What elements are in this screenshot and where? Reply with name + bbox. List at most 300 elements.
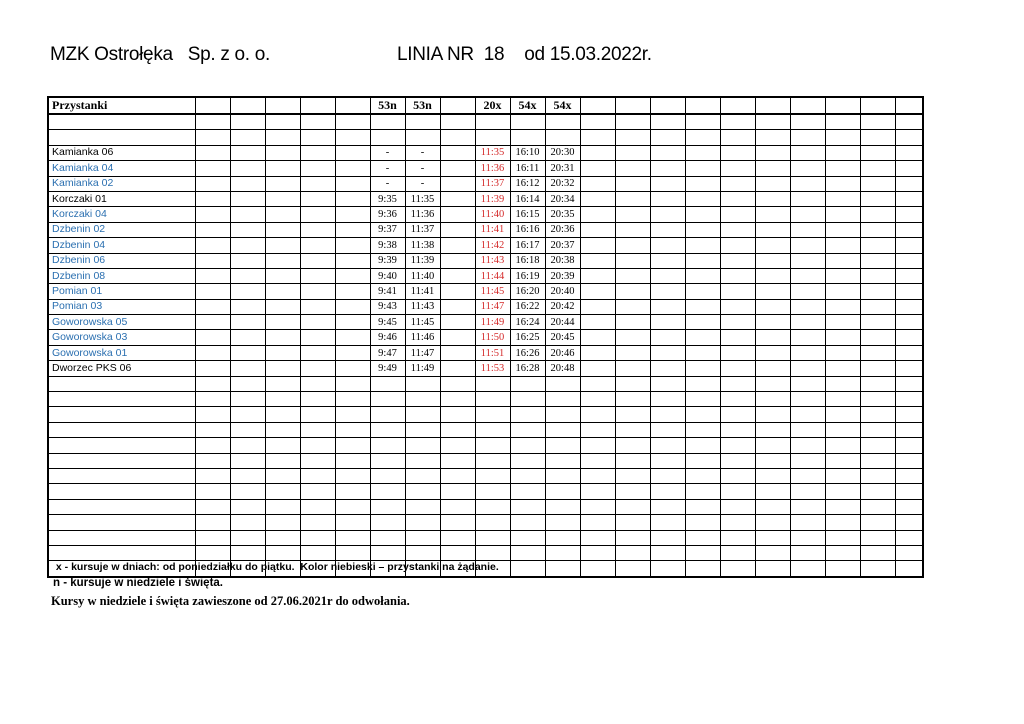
departure-time: 20:39 (545, 268, 580, 283)
departure-time (475, 114, 510, 130)
departure-time (615, 222, 650, 237)
departure-time (545, 438, 580, 453)
departure-time (195, 484, 230, 499)
departure-time (720, 268, 755, 283)
stop-name (48, 114, 195, 130)
departure-time (895, 438, 923, 453)
departure-time (265, 284, 300, 299)
departure-time: 11:36 (405, 207, 440, 222)
departure-time (825, 207, 860, 222)
departure-time (405, 130, 440, 145)
departure-time (860, 299, 895, 314)
departure-time (790, 468, 825, 483)
departure-time (300, 191, 335, 206)
course-header: 53n (370, 97, 405, 114)
departure-time (265, 268, 300, 283)
stop-name (48, 468, 195, 483)
departure-time (825, 299, 860, 314)
course-header: 20x (475, 97, 510, 114)
stop-name (48, 130, 195, 145)
departure-time (790, 176, 825, 191)
departure-time: 11:43 (405, 299, 440, 314)
header-row (48, 97, 923, 114)
departure-time (265, 161, 300, 176)
departure-time (545, 114, 580, 130)
course-header (230, 97, 265, 114)
departure-time (650, 407, 685, 422)
departure-time (300, 315, 335, 330)
departure-time (895, 238, 923, 253)
departure-time (545, 376, 580, 391)
departure-time (825, 345, 860, 360)
departure-time (755, 376, 790, 391)
departure-time (440, 407, 475, 422)
departure-time (300, 376, 335, 391)
table-row (48, 114, 923, 130)
departure-time: 20:46 (545, 345, 580, 360)
departure-time (440, 207, 475, 222)
departure-time (825, 484, 860, 499)
departure-time (685, 176, 720, 191)
departure-time (825, 130, 860, 145)
stop-name: Pomian 01 (48, 284, 195, 299)
departure-time (860, 130, 895, 145)
departure-time (265, 330, 300, 345)
departure-time (860, 207, 895, 222)
departure-time (615, 161, 650, 176)
departure-time (790, 161, 825, 176)
departure-time (405, 468, 440, 483)
departure-time (545, 484, 580, 499)
departure-time (405, 545, 440, 560)
departure-time (475, 130, 510, 145)
departure-time (230, 330, 265, 345)
departure-time (230, 515, 265, 530)
stop-name: Dzbenin 06 (48, 253, 195, 268)
departure-time (825, 161, 860, 176)
departure-time (265, 315, 300, 330)
departure-time (265, 145, 300, 160)
departure-time (755, 392, 790, 407)
stop-name: Kamianka 06 (48, 145, 195, 160)
departure-time (790, 438, 825, 453)
departure-time (790, 253, 825, 268)
table-row (48, 515, 923, 530)
course-header (195, 97, 230, 114)
departure-time (615, 268, 650, 283)
departure-time (790, 191, 825, 206)
departure-time (195, 530, 230, 545)
table-row (48, 422, 923, 437)
departure-time (440, 453, 475, 468)
departure-time (790, 561, 825, 577)
departure-time (405, 484, 440, 499)
departure-time (790, 299, 825, 314)
departure-time (580, 253, 615, 268)
departure-time (440, 222, 475, 237)
departure-time (300, 407, 335, 422)
departure-time (580, 315, 615, 330)
departure-time (825, 561, 860, 577)
course-header (580, 97, 615, 114)
departure-time (895, 392, 923, 407)
table-row (48, 238, 923, 253)
departure-time (370, 530, 405, 545)
departure-time (685, 284, 720, 299)
departure-time (685, 545, 720, 560)
departure-time (370, 468, 405, 483)
departure-time (580, 345, 615, 360)
departure-time (580, 161, 615, 176)
table-row (48, 407, 923, 422)
departure-time (230, 284, 265, 299)
table-row (48, 284, 923, 299)
departure-time (475, 499, 510, 514)
departure-time (895, 299, 923, 314)
departure-time (370, 114, 405, 130)
departure-time (580, 268, 615, 283)
departure-time (720, 238, 755, 253)
departure-time (650, 530, 685, 545)
departure-time (755, 453, 790, 468)
departure-time (475, 407, 510, 422)
course-header (790, 97, 825, 114)
departure-time: 16:28 (510, 361, 545, 376)
table-row (48, 161, 923, 176)
departure-time (300, 176, 335, 191)
departure-time (335, 484, 370, 499)
departure-time (580, 176, 615, 191)
departure-time (650, 484, 685, 499)
departure-time (300, 530, 335, 545)
stop-name: Goworowska 05 (48, 315, 195, 330)
departure-time (300, 422, 335, 437)
departure-time (825, 114, 860, 130)
departure-time (860, 345, 895, 360)
departure-time: 11:46 (405, 330, 440, 345)
departure-time: 20:32 (545, 176, 580, 191)
departure-time (580, 114, 615, 130)
departure-time (195, 407, 230, 422)
departure-time: 9:36 (370, 207, 405, 222)
departure-time (580, 530, 615, 545)
stop-name: Goworowska 01 (48, 345, 195, 360)
departure-time (720, 561, 755, 577)
departure-time (685, 207, 720, 222)
departure-time (300, 207, 335, 222)
departure-time: 11:38 (405, 238, 440, 253)
departure-time (825, 453, 860, 468)
course-header: 54x (510, 97, 545, 114)
stop-name: Dzbenin 04 (48, 238, 195, 253)
departure-time: - (370, 145, 405, 160)
stop-name: Kamianka 04 (48, 161, 195, 176)
departure-time: 20:34 (545, 191, 580, 206)
departure-time (615, 315, 650, 330)
course-header (615, 97, 650, 114)
departure-time: 16:15 (510, 207, 545, 222)
departure-time (440, 176, 475, 191)
departure-time (440, 114, 475, 130)
departure-time (405, 422, 440, 437)
departure-time (195, 238, 230, 253)
departure-time (230, 238, 265, 253)
departure-time: 16:11 (510, 161, 545, 176)
departure-time (895, 376, 923, 391)
departure-time (825, 176, 860, 191)
table-row (48, 176, 923, 191)
course-header (265, 97, 300, 114)
departure-time (790, 284, 825, 299)
course-header: 54x (545, 97, 580, 114)
departure-time: - (405, 161, 440, 176)
stop-name (48, 545, 195, 560)
departure-time: 16:26 (510, 345, 545, 360)
departure-time (615, 515, 650, 530)
departure-time (860, 561, 895, 577)
departure-time (755, 468, 790, 483)
course-header (720, 97, 755, 114)
departure-time (790, 207, 825, 222)
departure-time (230, 484, 265, 499)
stop-name: Korczaki 04 (48, 207, 195, 222)
course-header (440, 97, 475, 114)
departure-time (195, 361, 230, 376)
departure-time (825, 545, 860, 560)
departure-time (825, 530, 860, 545)
departure-time (335, 176, 370, 191)
departure-time (475, 422, 510, 437)
departure-time (405, 530, 440, 545)
departure-time (580, 222, 615, 237)
table-row (48, 253, 923, 268)
departure-time (440, 545, 475, 560)
departure-time (825, 145, 860, 160)
departure-time (230, 145, 265, 160)
departure-time (405, 499, 440, 514)
departure-time: 16:10 (510, 145, 545, 160)
departure-time (615, 345, 650, 360)
departure-time (720, 145, 755, 160)
departure-time (300, 222, 335, 237)
departure-time (545, 530, 580, 545)
departure-time (195, 161, 230, 176)
departure-time (370, 499, 405, 514)
departure-time (860, 330, 895, 345)
departure-time (755, 499, 790, 514)
departure-time (685, 468, 720, 483)
departure-time (895, 253, 923, 268)
departure-time (825, 438, 860, 453)
departure-time (265, 468, 300, 483)
departure-time (475, 376, 510, 391)
departure-time (685, 268, 720, 283)
departure-time (230, 176, 265, 191)
departure-time (790, 238, 825, 253)
stop-name (48, 438, 195, 453)
departure-time (755, 268, 790, 283)
departure-time (545, 392, 580, 407)
departure-time (720, 345, 755, 360)
departure-time (685, 515, 720, 530)
departure-time (615, 299, 650, 314)
departure-time (790, 345, 825, 360)
departure-time (790, 145, 825, 160)
departure-time (755, 545, 790, 560)
departure-time (440, 284, 475, 299)
departure-time: 9:45 (370, 315, 405, 330)
departure-time (615, 191, 650, 206)
departure-time (720, 114, 755, 130)
departure-time (825, 376, 860, 391)
departure-time (230, 161, 265, 176)
departure-time (790, 114, 825, 130)
departure-time: 9:38 (370, 238, 405, 253)
departure-time (755, 176, 790, 191)
departure-time (300, 114, 335, 130)
departure-time (195, 422, 230, 437)
departure-time (195, 330, 230, 345)
stop-name: Dzbenin 02 (48, 222, 195, 237)
course-header (895, 97, 923, 114)
departure-time (440, 361, 475, 376)
table-row (48, 530, 923, 545)
departure-time (440, 238, 475, 253)
departure-time (265, 376, 300, 391)
departure-time (720, 361, 755, 376)
stop-name: Kamianka 02 (48, 176, 195, 191)
departure-time (440, 345, 475, 360)
departure-time (580, 145, 615, 160)
departure-time (615, 145, 650, 160)
departure-time (230, 315, 265, 330)
departure-time (335, 422, 370, 437)
departure-time: 16:16 (510, 222, 545, 237)
departure-time (300, 330, 335, 345)
departure-time (335, 407, 370, 422)
departure-time (895, 422, 923, 437)
departure-time: 20:36 (545, 222, 580, 237)
departure-time (860, 222, 895, 237)
departure-time (615, 422, 650, 437)
departure-time (720, 376, 755, 391)
departure-time (650, 345, 685, 360)
departure-time (755, 238, 790, 253)
departure-time (370, 130, 405, 145)
departure-time (440, 161, 475, 176)
departure-time (580, 392, 615, 407)
departure-time (755, 330, 790, 345)
departure-time (755, 253, 790, 268)
departure-time (720, 191, 755, 206)
departure-time: 11:40 (405, 268, 440, 283)
departure-time (300, 361, 335, 376)
departure-time (230, 253, 265, 268)
departure-time (685, 422, 720, 437)
table-row (48, 438, 923, 453)
departure-time (265, 114, 300, 130)
departure-time (650, 330, 685, 345)
departure-time (580, 361, 615, 376)
departure-time (440, 330, 475, 345)
departure-time (685, 299, 720, 314)
departure-time (860, 422, 895, 437)
departure-time (685, 161, 720, 176)
legend-note: x - kursuje w dniach: od poniedziałku do piątku. Kolor niebieski – przystanki na żądanie. (53, 561, 499, 573)
departure-time (195, 515, 230, 530)
departure-time (615, 176, 650, 191)
departure-time (615, 545, 650, 560)
departure-time: 20:38 (545, 253, 580, 268)
departure-time (265, 484, 300, 499)
departure-time (895, 176, 923, 191)
departure-time (755, 422, 790, 437)
course-header (860, 97, 895, 114)
departure-time (790, 530, 825, 545)
departure-time (860, 407, 895, 422)
departure-time (685, 191, 720, 206)
departure-time (230, 453, 265, 468)
departure-time (230, 468, 265, 483)
departure-time (895, 114, 923, 130)
departure-time (195, 315, 230, 330)
departure-time (335, 330, 370, 345)
departure-time (230, 530, 265, 545)
departure-time (720, 515, 755, 530)
departure-time (790, 453, 825, 468)
table-row (48, 145, 923, 160)
departure-time (895, 207, 923, 222)
departure-time (650, 222, 685, 237)
departure-time: 9:47 (370, 345, 405, 360)
departure-time (580, 453, 615, 468)
departure-time (335, 207, 370, 222)
departure-time (790, 376, 825, 391)
departure-time (230, 130, 265, 145)
departure-time: 11:43 (475, 253, 510, 268)
departure-time (895, 515, 923, 530)
departure-time (545, 499, 580, 514)
departure-time (895, 361, 923, 376)
departure-time: 11:40 (475, 207, 510, 222)
departure-time (790, 222, 825, 237)
departure-time: 11:49 (475, 315, 510, 330)
departure-time (650, 191, 685, 206)
departure-time (825, 468, 860, 483)
departure-time (790, 515, 825, 530)
departure-time (650, 284, 685, 299)
departure-time (510, 438, 545, 453)
departure-time (230, 422, 265, 437)
departure-time (300, 515, 335, 530)
table-row (48, 484, 923, 499)
departure-time (860, 238, 895, 253)
departure-time: 9:37 (370, 222, 405, 237)
departure-time (265, 438, 300, 453)
departure-time (790, 130, 825, 145)
departure-time (230, 207, 265, 222)
departure-time (720, 130, 755, 145)
departure-time (860, 145, 895, 160)
departure-time (615, 130, 650, 145)
departure-time (825, 330, 860, 345)
departure-time (335, 253, 370, 268)
departure-time (615, 361, 650, 376)
departure-time (825, 407, 860, 422)
departure-time (440, 253, 475, 268)
table-row (48, 268, 923, 283)
departure-time: 20:30 (545, 145, 580, 160)
